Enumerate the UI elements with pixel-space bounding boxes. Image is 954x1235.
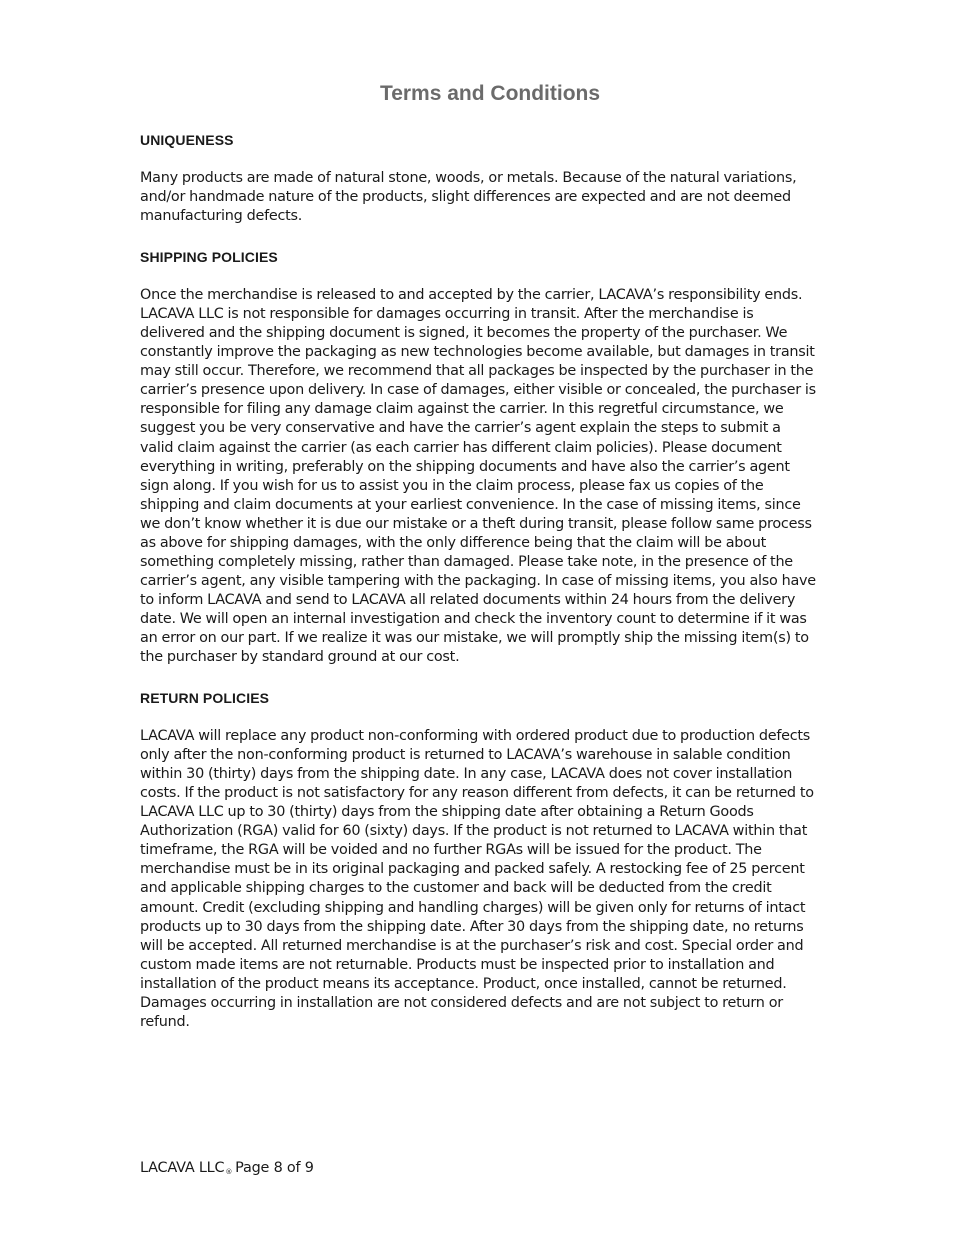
page-number: Page 8 of 9 bbox=[235, 1160, 314, 1176]
footer-company: LACAVA LLC bbox=[140, 1160, 225, 1176]
section-heading: SHIPPING POLICIES bbox=[140, 249, 278, 266]
page-title: Terms and Conditions bbox=[379, 82, 601, 105]
registered-mark: ® bbox=[225, 1168, 233, 1176]
section-heading: UNIQUENESS bbox=[140, 132, 234, 148]
section-paragraph: Once the merchandise is released to and accepted by the carrier, LACAVA’s responsibility ends. LACAVA LLC is not responsible for damages occurring in transit. After the merchandise is delivered and the shipping document is signed, it becomes the property of the purchaser. We constantly improve the packaging as new technologies become available, but damages in transit may still occur. Therefore, we recommend that all packages be inspected by the purchaser in the carrier’s presence upon delivery. In case of damages, either visible or concealed, the purchaser is responsible for filing any damage claim against the carrier. In this regretful circumstance, we suggest you be very conservative and have the carrier’s agent explain the steps to submit a valid claim against the carrier (as each carrier has different claim policies). Please document everything in writing, preferably on the shipping documents and have also the carrier’s agent sign along. If you wish for us to assist you in the claim process, please fax us copies of the shipping and claim documents at your earliest convenience. In the case of missing items, since we don’t know whether it is due our mistake or a theft during transit, please follow same process as above for shipping damages, with the only difference being that the claim will be about something completely missing, rather than damaged. Please take note, in the presence of the carrier’s agent, any visible tampering with the packaging. In case of missing items, you also have to inform LACAVA and send to LACAVA all related documents within 24 hours from the delivery date. We will open an internal investigation and check the inventory count to determine if it was an error on our part. If we realize it was our mistake, we will promptly ship the missing item(s) to the purchaser by standard ground at our cost. bbox=[140, 287, 816, 666]
section-return-policies bbox=[140, 689, 816, 1032]
section-heading: RETURN POLICIES bbox=[140, 690, 270, 707]
section-paragraph: Many products are made of natural stone, woods, or metals. Because of the natural variations, and/or handmade nature of the products, slight differences are expected and are not deemed manufacturing defects. bbox=[140, 170, 797, 225]
section-uniqueness bbox=[140, 131, 816, 226]
page-footer bbox=[140, 1160, 314, 1176]
section-shipping-policies bbox=[140, 248, 816, 667]
section-paragraph: LACAVA will replace any product non-conforming with ordered product due to production defects only after the non-conforming product is returned to LACAVA’s warehouse in salable condition within 30 (thirty) days from the shipping date. In any case, LACAVA does not cover installation costs. If the product is not satisfactory for any reason different from defects, it can be returned to LACAVA LLC up to 30 (thirty) days from the shipping date after obtaining a Return Goods Authorization (RGA) valid for 60 (sixty) days. If the product is not returned to LACAVA within that timeframe, the RGA will be voided and no further RGAs will be issued for the product. The merchandise must be in its original packaging and packed safely. A restocking fee of 25 percent and applicable shipping charges to the customer and back will be deducted from the credit amount. Credit (excluding shipping and handling charges) will be given only for returns of intact products up to 30 days from the shipping date. After 30 days from the shipping date, no returns will be accepted. All returned merchandise is at the purchaser’s risk and cost. Special order and custom made items are not returnable. Products must be inspected prior to installation and installation of the product means its acceptance. Product, once installed, cannot be returned. Damages occurring in installation are not considered defects and are not subject to return or refund. bbox=[140, 728, 814, 1030]
document-body bbox=[140, 131, 816, 1054]
